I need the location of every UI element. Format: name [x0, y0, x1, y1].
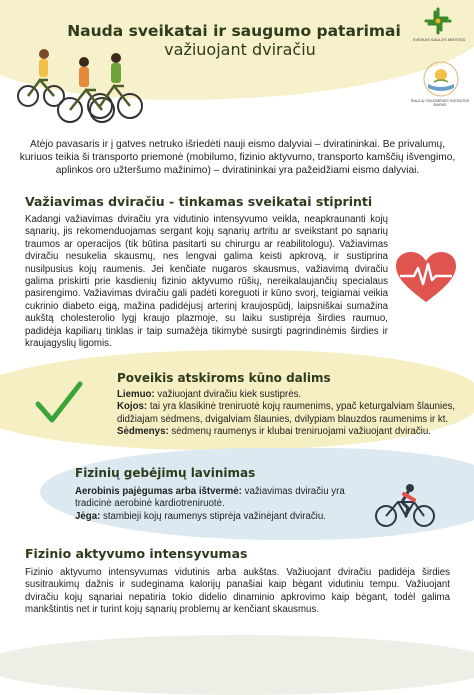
- section3-heading: Fizinių gebėjimų lavinimas: [75, 466, 256, 480]
- section4-body: Fizinio aktyvumo intensyvumas vidutinis arba aukštas. Važiuojant dviračiu padidėja širdies susitraukimų dažnis ir sudeginama kalorijų panašiai kaip bėgant vidutiniu tempu. Važiuojant dviračiu kojų sąnariai nepatiria tokio didelio dinaminio apkrovimo kaip bėgant, todėl galima mankštintis net ir turint kojų sąnarių problemų ar kenčiant skausmus.: [25, 567, 450, 616]
- bottom-logo-text: ŠIAULIŲ VISUOMENĖS SVEIKATOS BIURAS: [410, 99, 470, 107]
- section2-list: [117, 389, 462, 439]
- heart-pulse-icon: [396, 252, 456, 304]
- section1-body: Kadangi važiavimas dviračiu yra vidutinio intensyvumo veikla, neapkraunanti kojų sąnarių, jis rekomenduojamas sergant kojų sąnarių artritu ar sveikstant po sąnarių traumos ar operacijos (tik būtina pasitarti su chirurgu ar reabilitologu). Važiavimas dviračiu nesukelia skausmų, nes lengvai galima keisti apkrovą, ir sustiprina nusilpusius kojų raumenis. Jei kenčiate nugaros skausmus, važiavimą dviračiu galima priskirti prie kasdienių fizinio aktyvumo rūšių, nereikalaujančių specialaus pasirengimo. Važiavimas dviračiu gali padėti koreguoti ir kūno svorį, teigiamai veikia cukrinio diabeto eigą, mažina padidėjusį arterinį kraujospūdį, laipsniškai sumažina aukštą cholesterolio lygį kraujo plazmoje, su laiku sustiprėja širdies raumuo, padidėja kapiliarų tinklas ir taip sumažėja tikimybė susirgti pagrindinėmis širdies ir kraujagyslių ligomis.: [25, 214, 388, 350]
- checkmark-icon: [34, 380, 84, 424]
- bg-blob-bottom-grey: [0, 635, 474, 695]
- page-title-line1: Nauda sveikatai ir saugumo patarimai: [67, 22, 401, 40]
- list-item-kojos: Kojos: tai yra klasikinė treniruotė kojų raumenims, ypač keturgalviam šlaunies, didžiajam sėdmens, dvigalviam šlaunies, dvilypiam blauzdos raumenims ir kt.: [117, 401, 456, 425]
- sveikas-miestas-logo: [423, 6, 453, 36]
- section1-heading: Važiavimas dviračiu - tinkamas sveikatai stiprinti: [25, 194, 373, 209]
- sveikatos-biuras-logo: [422, 60, 460, 98]
- list-item-sedmenys: Sėdmenys: sėdmenų raumenys ir klubai treniruojami važiuojant dviračiu.: [117, 426, 431, 438]
- section3-list: [75, 486, 360, 523]
- list-item-aerobinis: Aerobinis pajėgumas arba ištvermė: važiavimas dviračiu yra tradicinė aerobinė kardiotreniruotė.: [75, 486, 345, 510]
- cyclists-illustration: [14, 40, 144, 128]
- list-item-liemuo: Liemuo: važiuojant dviračiu kiek sustiprės.: [117, 389, 302, 400]
- top-logo-text: SVEIKAS SAULĖS MIESTAS: [412, 37, 466, 42]
- cyclist-icon: [374, 482, 436, 528]
- page-title-line2: važiuojant dviračiu: [164, 40, 316, 59]
- list-item-jega: Jėga: stambieji kojų raumenys stiprėja važinėjant dviračiu.: [75, 510, 326, 522]
- intro-paragraph: Atėjo pavasaris ir į gatves netruko išriedėti nauji eismo dalyviai – dviratininkai. Be privalumų, kuriuos teikia ši transporto priemonė (mobilumo, fizinio aktyvumo, transporto kamščių išvengimo, aplinkos oro užteršumo mažinimo) – dviratininkai yra pažeidžiami eismo dalyviai.: [19, 139, 456, 176]
- section2-heading: Poveikis atskiroms kūno dalims: [117, 371, 331, 385]
- section4-heading: Fizinio aktyvumo intensyvumas: [25, 546, 248, 561]
